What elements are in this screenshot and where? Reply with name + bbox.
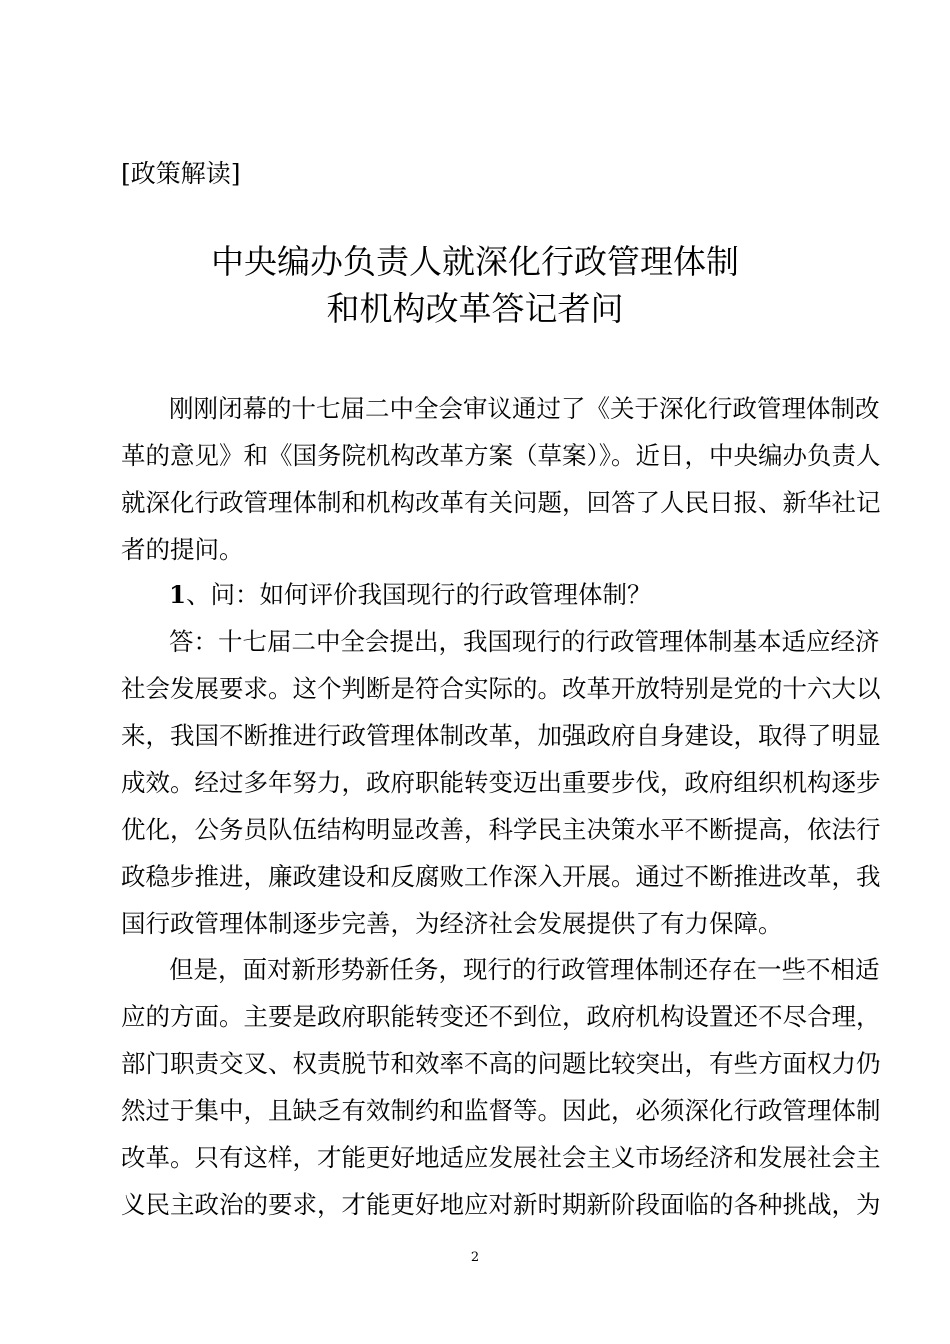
question-number: 1 (169, 580, 187, 609)
answer-cont-line-5: 改革。只有这样，才能更好地适应发展社会主义市场经济和发展社会主 (121, 1143, 881, 1172)
answer-line-6: 政稳步推进，廉政建设和反腐败工作深入开展。通过不断推进改革，我 (121, 862, 881, 891)
title-line-2: 和机构改革答记者问 (326, 289, 624, 328)
intro-line-1: 刚刚闭幕的十七届二中全会审议通过了《关于深化行政管理体制改 (169, 394, 880, 423)
question-1 (169, 578, 851, 612)
answer-line-1: 答：十七届二中全会提出，我国现行的行政管理体制基本适应经济 (169, 627, 880, 656)
intro-line-3: 就深化行政管理体制和机构改革有关问题，回答了人民日报、新华社记 (121, 488, 881, 517)
answer-cont-line-4: 然过于集中，且缺乏有效制约和监督等。因此，必须深化行政管理体制 (121, 1096, 881, 1125)
intro-line-2: 革的意见》和《国务院机构改革方案（草案）》。近日，中央编办负责人 (121, 441, 881, 470)
answer-line-5: 优化，公务员队伍结构明显改善，科学民主决策水平不断提高，依法行 (121, 815, 881, 844)
answer-cont-line-3: 部门职责交叉、权责脱节和效率不高的问题比较突出，有些方面权力仍 (121, 1049, 881, 1078)
page-number: 2 (470, 1250, 480, 1265)
title-line-1: 中央编办负责人就深化行政管理体制 (211, 242, 739, 281)
intro-line-4: 者的提问。 (121, 535, 244, 564)
answer-cont-line-2: 应的方面。主要是政府职能转变还不到位，政府机构设置还不尽合理， (121, 1002, 881, 1031)
answer-cont-line-6: 义民主政治的要求，才能更好地应对新时期新阶段面临的各种挑战，为 (121, 1190, 881, 1219)
answer-cont-line-1: 但是，面对新形势新任务，现行的行政管理体制还存在一些不相适 (169, 955, 880, 984)
answer-line-7: 国行政管理体制逐步完善，为经济社会发展提供了有力保障。 (121, 909, 783, 938)
answer-line-2: 社会发展要求。这个判断是符合实际的。改革开放特别是党的十六大以 (121, 674, 881, 703)
answer-line-3: 来，我国不断推进行政管理体制改革，加强政府自身建设，取得了明显 (121, 721, 881, 750)
category-label: [政策解读] (121, 159, 241, 188)
answer-line-4: 成效。经过多年努力，政府职能转变迈出重要步伐，政府组织机构逐步 (121, 768, 881, 797)
question-text: 、问：如何评价我国现行的行政管理体制？ (186, 580, 652, 609)
